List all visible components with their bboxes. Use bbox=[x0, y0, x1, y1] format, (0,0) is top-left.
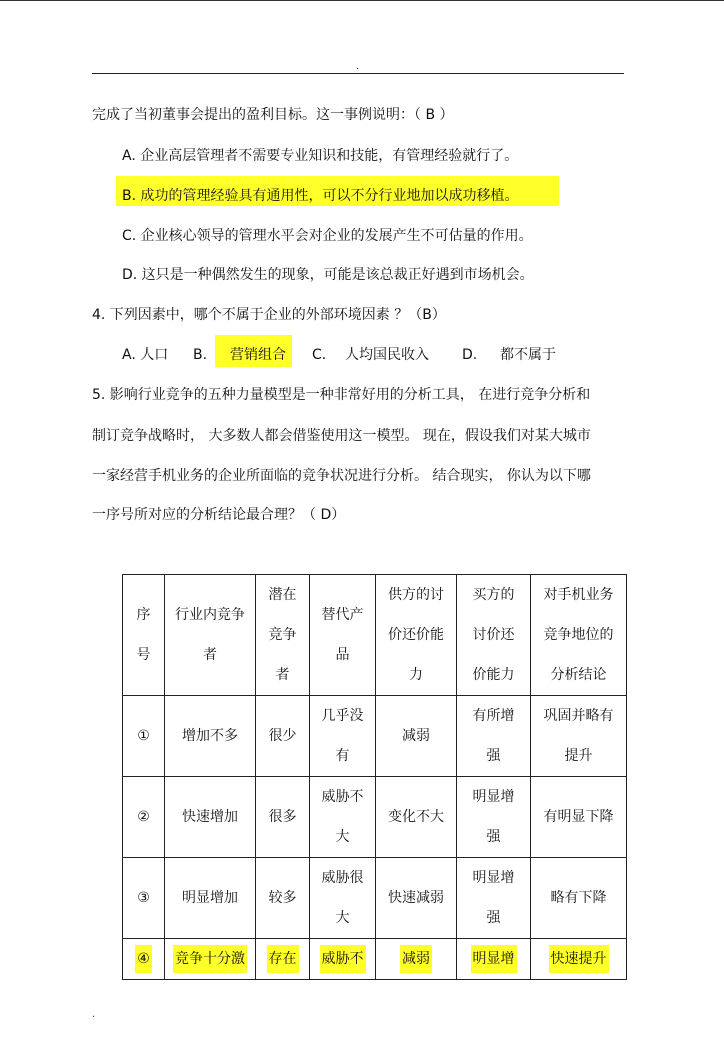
table-row bbox=[123, 858, 627, 939]
q4-option-b-text: 营销组合 bbox=[230, 347, 286, 363]
header-cell-potential: 潜在 竞争 者 bbox=[256, 575, 310, 696]
header-cell-buyer: 买方的 讨价还 价能力 bbox=[457, 575, 531, 696]
q4-option-a: A. 人口 bbox=[122, 347, 169, 363]
q5-line-2: 制订竞争战略时， 大多数人都会借鉴使用这一模型。 现在，假设我们对某大城市 bbox=[92, 428, 591, 444]
header-dot: . bbox=[356, 61, 360, 72]
table-cell: 减弱 bbox=[376, 939, 457, 980]
table-cell: 很少 bbox=[256, 696, 310, 777]
five-forces-table bbox=[122, 574, 627, 980]
table-cell: ② bbox=[123, 777, 165, 858]
question-4: 4. 下列因素中，哪个不属于企业的外部环境因素 ？（B） bbox=[92, 307, 446, 323]
table-cell: 明显增 强 bbox=[457, 858, 531, 939]
table-cell: 威胁不 大 bbox=[310, 777, 376, 858]
option-b: B. 成功的管理经验具有通用性，可以不分行业地加以成功移植。 bbox=[122, 188, 519, 204]
table-row bbox=[123, 696, 627, 777]
q5-line-3: 一家经营手机业务的企业所面临的竞争状况进行分析。 结合现实， 你认为以下哪 bbox=[92, 468, 591, 484]
q4-option-b-letter: B. bbox=[193, 347, 208, 363]
table-cell: 有明显下降 bbox=[531, 777, 627, 858]
table-cell: 很多 bbox=[256, 777, 310, 858]
q5-line-1: 5. 影响行业竞争的五种力量模型是一种非常好用的分析工具， 在进行竞争分析和 bbox=[92, 387, 591, 403]
q4-option-d-text: 都不属于 bbox=[500, 347, 556, 363]
table-cell: 略有下降 bbox=[531, 858, 627, 939]
option-c: C. 企业核心领导的管理水平会对企业的发展产生不可估量的作用。 bbox=[122, 228, 533, 244]
table-cell: 减弱 bbox=[376, 696, 457, 777]
header-cell-substitute: 替代产 品 bbox=[310, 575, 376, 696]
table-cell: 威胁很 大 bbox=[310, 858, 376, 939]
table-cell: 明显增加 bbox=[165, 858, 256, 939]
table-cell: ④ bbox=[123, 939, 165, 980]
header-cell-conclusion: 对手机业务 竞争地位的 分析结论 bbox=[531, 575, 627, 696]
table-cell: 增加不多 bbox=[165, 696, 256, 777]
footer-dot: . bbox=[92, 1009, 96, 1020]
table-cell: 变化不大 bbox=[376, 777, 457, 858]
table-row bbox=[123, 777, 627, 858]
q4-option-d-letter: D. bbox=[462, 347, 478, 363]
q4-option-c-letter: C. bbox=[312, 347, 327, 363]
table-cell: 巩固并略有 提升 bbox=[531, 696, 627, 777]
table-cell: 有所增 强 bbox=[457, 696, 531, 777]
table-cell: 明显增 强 bbox=[457, 777, 531, 858]
option-a: A. 企业高层管理者不需要专业知识和技能，有管理经验就行了。 bbox=[122, 148, 519, 164]
header-rule bbox=[92, 73, 624, 74]
table-cell: 存在 bbox=[256, 939, 310, 980]
table-cell: 较多 bbox=[256, 858, 310, 939]
header-cell-supplier: 供方的讨 价还价能 力 bbox=[376, 575, 457, 696]
table-cell: 竞争十分激 bbox=[165, 939, 256, 980]
header-cell-index: 序 号 bbox=[123, 575, 165, 696]
table-cell: 明显增 bbox=[457, 939, 531, 980]
table-cell: 快速提升 bbox=[531, 939, 627, 980]
table-row-highlighted bbox=[123, 939, 627, 980]
q4-option-c-text: 人均国民收入 bbox=[345, 347, 429, 363]
table-cell: ③ bbox=[123, 858, 165, 939]
q5-line-4: 一序号所对应的分析结论最合理？（ D） bbox=[92, 507, 346, 523]
table-cell: 威胁不 bbox=[310, 939, 376, 980]
table-cell: 几乎没 有 bbox=[310, 696, 376, 777]
intro-line: 完成了当初董事会提出的盈利目标。这一事例说明：（ B ） bbox=[92, 107, 454, 123]
table-cell: 快速减弱 bbox=[376, 858, 457, 939]
header-cell-industry: 行业内竞争 者 bbox=[165, 575, 256, 696]
option-d: D. 这只是一种偶然发生的现象，可能是该总裁正好遇到市场机会。 bbox=[122, 267, 534, 283]
table-cell: 快速增加 bbox=[165, 777, 256, 858]
page-top-border bbox=[0, 0, 724, 1]
table-header-row bbox=[123, 575, 627, 696]
table-cell: ① bbox=[123, 696, 165, 777]
